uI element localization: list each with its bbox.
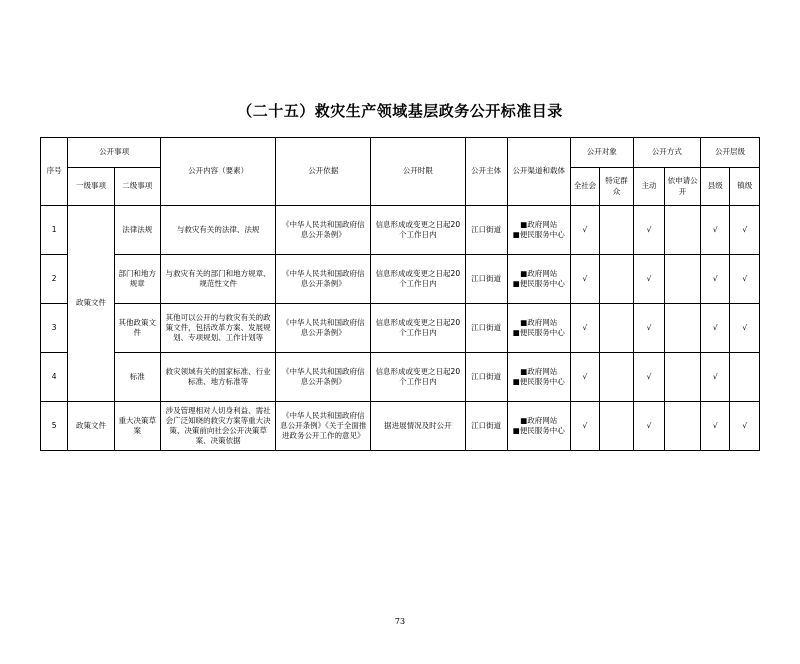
cell-level2: 标准 bbox=[114, 353, 160, 402]
cell-content: 救灾领域有关的国家标准、行业标准、地方标准等 bbox=[160, 353, 276, 402]
channel-item-2: ■便民服务中心 bbox=[512, 279, 565, 288]
cell-basis: 《中华人民共和国政府信息公开条例》《关于全面推进政务公开工作的意见》 bbox=[276, 402, 371, 451]
cell-level-town: √ bbox=[730, 255, 760, 304]
cell-audience-specific bbox=[600, 353, 634, 402]
cell-method-active: √ bbox=[633, 255, 665, 304]
cell-subject: 江口街道 bbox=[465, 402, 507, 451]
channel-item-1: ■政府网站 bbox=[520, 366, 558, 376]
header-level-group: 公开层级 bbox=[701, 138, 760, 168]
header-matter-group: 公开事项 bbox=[68, 138, 161, 168]
cell-method-request bbox=[665, 402, 701, 451]
cell-level2: 部门和地方规章 bbox=[114, 255, 160, 304]
header-level2: 二级事项 bbox=[114, 168, 160, 206]
document-page bbox=[0, 100, 800, 664]
channel-item-2: ■便民服务中心 bbox=[512, 426, 565, 435]
cell-subject: 江口街道 bbox=[465, 304, 507, 353]
cell-audience-all: √ bbox=[570, 402, 599, 451]
cell-level-county: √ bbox=[701, 255, 730, 304]
cell-method-request bbox=[665, 255, 701, 304]
cell-audience-all: √ bbox=[570, 353, 599, 402]
cell-level1: 政策文件 bbox=[68, 402, 114, 451]
cell-level-town: √ bbox=[730, 206, 760, 255]
cell-level2: 重大决策草案 bbox=[114, 402, 160, 451]
header-content: 公开内容（要素） bbox=[160, 138, 276, 206]
cell-method-request bbox=[665, 206, 701, 255]
page-number: 73 bbox=[394, 617, 406, 626]
header-method-group: 公开方式 bbox=[633, 138, 700, 168]
cell-subject: 江口街道 bbox=[465, 206, 507, 255]
cell-deadline: 信息形成或变更之日起20个工作日内 bbox=[371, 206, 466, 255]
cell-audience-all: √ bbox=[570, 255, 599, 304]
standard-catalog-table bbox=[40, 137, 760, 451]
channel-item-1: ■政府网站 bbox=[520, 219, 558, 229]
cell-content: 与救灾有关的部门和地方规章、规范性文件 bbox=[160, 255, 276, 304]
cell-method-request bbox=[665, 353, 701, 402]
cell-basis: 《中华人民共和国政府信息公开条例》 bbox=[276, 353, 371, 402]
cell-channel bbox=[507, 255, 570, 304]
cell-level-town: √ bbox=[730, 402, 760, 451]
header-level1: 一级事项 bbox=[68, 168, 114, 206]
channel-item-2: ■便民服务中心 bbox=[512, 328, 565, 337]
header-subject: 公开主体 bbox=[465, 138, 507, 206]
cell-seq: 2 bbox=[41, 255, 68, 304]
cell-level2: 法律法规 bbox=[114, 206, 160, 255]
cell-deadline: 信息形成或变更之日起20个工作日内 bbox=[371, 304, 466, 353]
cell-seq: 4 bbox=[41, 353, 68, 402]
cell-subject: 江口街道 bbox=[465, 255, 507, 304]
cell-content: 其他可以公开的与救灾有关的政策文件，包括改革方案、发展规划、专项规划、工作计划等 bbox=[160, 304, 276, 353]
cell-basis: 《中华人民共和国政府信息公开条例》 bbox=[276, 206, 371, 255]
header-method-request: 依申请公开 bbox=[665, 168, 701, 206]
cell-level-county: √ bbox=[701, 402, 730, 451]
cell-level2: 其他政策文件 bbox=[114, 304, 160, 353]
header-audience-group: 公开对象 bbox=[570, 138, 633, 168]
cell-seq: 3 bbox=[41, 304, 68, 353]
cell-audience-all: √ bbox=[570, 206, 599, 255]
cell-audience-specific bbox=[600, 304, 634, 353]
cell-method-active: √ bbox=[633, 304, 665, 353]
header-audience-all: 全社会 bbox=[570, 168, 599, 206]
header-method-active: 主动 bbox=[633, 168, 665, 206]
cell-method-request bbox=[665, 304, 701, 353]
channel-item-1: ■政府网站 bbox=[520, 317, 558, 327]
cell-audience-specific bbox=[600, 206, 634, 255]
table-row bbox=[41, 353, 760, 402]
channel-item-1: ■政府网站 bbox=[520, 415, 558, 425]
channel-item-2: ■便民服务中心 bbox=[512, 230, 565, 239]
cell-audience-specific bbox=[600, 255, 634, 304]
cell-content: 涉及管理相对人切身利益、需社会广泛知晓的救灾方案等重大决策、决策前向社会公开决策草案、决策依据 bbox=[160, 402, 276, 451]
channel-item-2: ■便民服务中心 bbox=[512, 377, 565, 386]
cell-method-active: √ bbox=[633, 206, 665, 255]
table-header-row-1 bbox=[41, 138, 760, 168]
cell-level-town bbox=[730, 353, 760, 402]
header-audience-specific: 特定群众 bbox=[600, 168, 634, 206]
cell-seq: 5 bbox=[41, 402, 68, 451]
cell-deadline: 据进展情况及时公开 bbox=[371, 402, 466, 451]
cell-level1: 政策文件 bbox=[68, 206, 114, 402]
cell-basis: 《中华人民共和国政府信息公开条例》 bbox=[276, 304, 371, 353]
header-channel: 公开渠道和载体 bbox=[507, 138, 570, 206]
header-level-county: 县级 bbox=[701, 168, 730, 206]
cell-level-county: √ bbox=[701, 353, 730, 402]
header-basis: 公开依据 bbox=[276, 138, 371, 206]
table-row bbox=[41, 255, 760, 304]
header-deadline: 公开时限 bbox=[371, 138, 466, 206]
table-row bbox=[41, 304, 760, 353]
cell-method-active: √ bbox=[633, 402, 665, 451]
cell-audience-specific bbox=[600, 402, 634, 451]
cell-deadline: 信息形成或变更之日起20个工作日内 bbox=[371, 353, 466, 402]
cell-content: 与救灾有关的法律、法规 bbox=[160, 206, 276, 255]
cell-channel bbox=[507, 353, 570, 402]
cell-level-county: √ bbox=[701, 304, 730, 353]
cell-audience-all: √ bbox=[570, 304, 599, 353]
cell-channel bbox=[507, 304, 570, 353]
cell-channel bbox=[507, 402, 570, 451]
header-seq: 序号 bbox=[41, 138, 68, 206]
cell-seq: 1 bbox=[41, 206, 68, 255]
cell-level-county: √ bbox=[701, 206, 730, 255]
page-title: （二十五）救灾生产领域基层政务公开标准目录 bbox=[237, 102, 563, 120]
cell-level-town: √ bbox=[730, 304, 760, 353]
cell-deadline: 信息形成或变更之日起20个工作日内 bbox=[371, 255, 466, 304]
cell-subject: 江口街道 bbox=[465, 353, 507, 402]
table-row bbox=[41, 402, 760, 451]
channel-item-1: ■政府网站 bbox=[520, 268, 558, 278]
header-level-town: 镇级 bbox=[730, 168, 760, 206]
cell-method-active: √ bbox=[633, 353, 665, 402]
cell-channel bbox=[507, 206, 570, 255]
table-row bbox=[41, 206, 760, 255]
cell-basis: 《中华人民共和国政府信息公开条例》 bbox=[276, 255, 371, 304]
